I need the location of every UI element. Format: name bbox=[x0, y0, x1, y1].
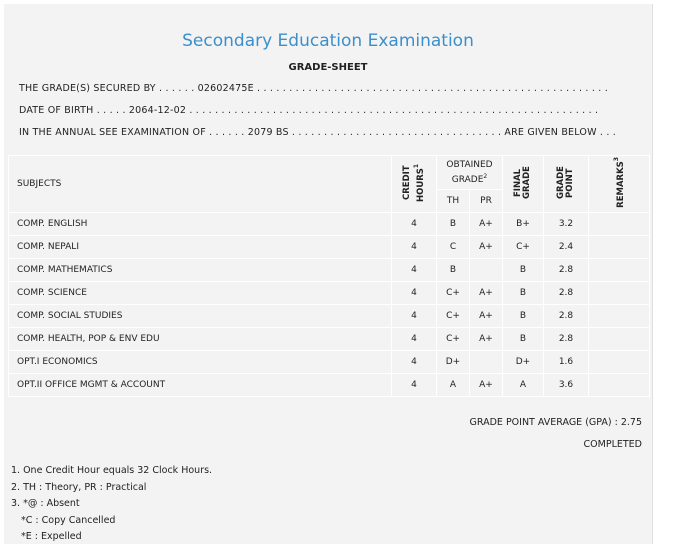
subject-cell: COMP. MATHEMATICS bbox=[9, 259, 392, 282]
theory-grade-cell: C+ bbox=[437, 282, 470, 305]
final-grade-cell: B bbox=[503, 259, 544, 282]
gpa-summary: GRADE POINT AVERAGE (GPA) : 2.75 bbox=[469, 417, 642, 428]
info-date-of-birth: DATE OF BIRTH . . . . . 2064-12-02 . . . . . . . . . . . . . . . . . . . . . . . . . . . . . . . . . . . . . . . . . . . . . . . . . . . . . . . . . . . . . . . . bbox=[19, 105, 599, 116]
theory-grade-cell: B bbox=[437, 213, 470, 236]
footnote: 3. *@ : Absent bbox=[11, 498, 80, 509]
grade-point-cell: 3.6 bbox=[544, 374, 589, 397]
theory-grade-cell: C+ bbox=[437, 305, 470, 328]
header-remarks: REMARKS$^3$ bbox=[589, 156, 650, 213]
remarks-cell bbox=[589, 282, 650, 305]
remarks-cell bbox=[589, 259, 650, 282]
table-row bbox=[9, 328, 650, 351]
theory-grade-cell: C+ bbox=[437, 328, 470, 351]
footnote: 2. TH : Theory, PR : Practical bbox=[11, 481, 147, 493]
final-grade-cell: B bbox=[503, 328, 544, 351]
theory-grade-cell: D+ bbox=[437, 351, 470, 374]
subject-cell: COMP. ENGLISH bbox=[9, 213, 392, 236]
header-grade-point: GRADE POINT bbox=[544, 156, 589, 213]
practical-grade-cell: A+ bbox=[470, 282, 503, 305]
theory-grade-cell: A bbox=[437, 374, 470, 397]
practical-grade-cell: A+ bbox=[470, 374, 503, 397]
credit-hours-cell: 4 bbox=[392, 305, 437, 328]
subject-cell: OPT.I ECONOMICS bbox=[9, 351, 392, 374]
header-obtained-grade: OBTAINED GRADE$^2$ bbox=[437, 156, 503, 190]
subject-cell: COMP. SCIENCE bbox=[9, 282, 392, 305]
page-subtitle: GRADE-SHEET bbox=[288, 62, 368, 73]
remarks-cell bbox=[589, 236, 650, 259]
footnotes bbox=[11, 463, 212, 546]
info-grades-secured: THE GRADE(S) SECURED BY . . . . . . 02602475E . . . . . . . . . . . . . . . . . . . . . . . . . . . . . . . . . . . . . . . . . . . . . . . . . . . . . . . bbox=[19, 83, 608, 94]
table-row bbox=[9, 259, 650, 282]
remarks-cell bbox=[589, 328, 650, 351]
table-row bbox=[9, 236, 650, 259]
practical-grade-cell: A+ bbox=[470, 328, 503, 351]
theory-grade-cell: B bbox=[437, 259, 470, 282]
credit-hours-cell: 4 bbox=[392, 236, 437, 259]
footnote: *E : Expelled bbox=[21, 531, 82, 542]
subject-cell: COMP. HEALTH, POP & ENV EDU bbox=[9, 328, 392, 351]
credit-hours-cell: 4 bbox=[392, 374, 437, 397]
header-subjects: SUBJECTS bbox=[9, 156, 392, 213]
grade-point-cell: 2.4 bbox=[544, 236, 589, 259]
remarks-cell bbox=[589, 374, 650, 397]
header-practical: PR bbox=[470, 190, 503, 213]
final-grade-cell: B bbox=[503, 282, 544, 305]
credit-hours-cell: 4 bbox=[392, 282, 437, 305]
final-grade-cell: C+ bbox=[503, 236, 544, 259]
credit-hours-cell: 4 bbox=[392, 328, 437, 351]
grades-table bbox=[8, 155, 650, 397]
credit-hours-cell: 4 bbox=[392, 351, 437, 374]
credit-hours-cell: 4 bbox=[392, 259, 437, 282]
final-grade-cell: B+ bbox=[503, 213, 544, 236]
theory-grade-cell: C bbox=[437, 236, 470, 259]
remarks-cell bbox=[589, 351, 650, 374]
header-credit-hours: CREDIT HOURS$^1$ bbox=[392, 156, 437, 213]
table-row bbox=[9, 351, 650, 374]
practical-grade-cell: A+ bbox=[470, 213, 503, 236]
header-final-grade: FINAL GRADE bbox=[503, 156, 544, 213]
grade-point-cell: 1.6 bbox=[544, 351, 589, 374]
remarks-cell bbox=[589, 213, 650, 236]
practical-grade-cell: A+ bbox=[470, 236, 503, 259]
practical-grade-cell bbox=[470, 259, 503, 282]
result-status: COMPLETED bbox=[583, 439, 642, 450]
final-grade-cell: D+ bbox=[503, 351, 544, 374]
practical-grade-cell: A+ bbox=[470, 305, 503, 328]
practical-grade-cell bbox=[470, 351, 503, 374]
remarks-cell bbox=[589, 305, 650, 328]
table-row bbox=[9, 213, 650, 236]
info-exam-year: IN THE ANNUAL SEE EXAMINATION OF . . . . . . 2079 BS . . . . . . . . . . . . . . . . . . . . . . . . . . . . . . . . . ARE GIVEN BELOW . . . bbox=[19, 127, 616, 138]
grade-sheet bbox=[4, 4, 653, 544]
grade-point-cell: 3.2 bbox=[544, 213, 589, 236]
grade-point-cell: 2.8 bbox=[544, 305, 589, 328]
credit-hours-cell: 4 bbox=[392, 213, 437, 236]
subject-cell: COMP. NEPALI bbox=[9, 236, 392, 259]
grade-point-cell: 2.8 bbox=[544, 259, 589, 282]
final-grade-cell: B bbox=[503, 305, 544, 328]
grade-point-cell: 2.8 bbox=[544, 282, 589, 305]
subject-cell: OPT.II OFFICE MGMT & ACCOUNT bbox=[9, 374, 392, 397]
table-row bbox=[9, 305, 650, 328]
subject-cell: COMP. SOCIAL STUDIES bbox=[9, 305, 392, 328]
header-theory: TH bbox=[437, 190, 470, 213]
page-title: Secondary Education Examination bbox=[182, 31, 474, 51]
footnote: 1. One Credit Hour equals 32 Clock Hours. bbox=[11, 465, 213, 476]
footnote: *C : Copy Cancelled bbox=[21, 514, 116, 526]
table-row bbox=[9, 282, 650, 305]
table-row bbox=[9, 374, 650, 397]
final-grade-cell: A bbox=[503, 374, 544, 397]
grade-point-cell: 2.8 bbox=[544, 328, 589, 351]
